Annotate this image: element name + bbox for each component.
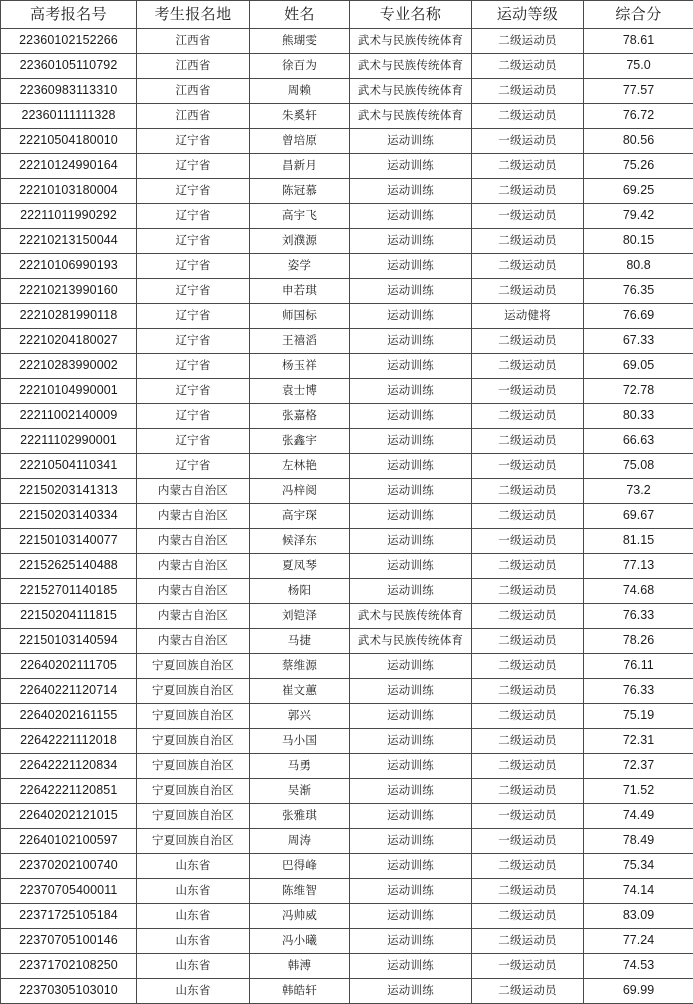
cell-level: 二级运动员: [472, 704, 584, 729]
table-row: [1, 554, 693, 579]
table-row: [1, 754, 693, 779]
cell-major: 运动训练: [350, 179, 472, 204]
cell-level: 二级运动员: [472, 729, 584, 754]
cell-name: 昌新月: [250, 154, 350, 179]
cell-major: 运动训练: [350, 779, 472, 804]
cell-region: 辽宁省: [137, 254, 250, 279]
cell-exam-no: 22642221120834: [1, 754, 137, 779]
cell-score: 83.09: [584, 904, 693, 929]
cell-name: 熊瑚雯: [250, 29, 350, 54]
cell-score: 80.33: [584, 404, 693, 429]
cell-name: 申若琪: [250, 279, 350, 304]
cell-exam-no: 22152625140488: [1, 554, 137, 579]
cell-level: 一级运动员: [472, 529, 584, 554]
cell-level: 二级运动员: [472, 79, 584, 104]
cell-major: 运动训练: [350, 904, 472, 929]
cell-region: 辽宁省: [137, 204, 250, 229]
table-row: [1, 704, 693, 729]
cell-level: 二级运动员: [472, 679, 584, 704]
cell-name: 姿学: [250, 254, 350, 279]
column-header-exam-no: 高考报名号: [1, 1, 137, 29]
cell-major: 运动训练: [350, 554, 472, 579]
cell-score: 80.8: [584, 254, 693, 279]
cell-score: 78.61: [584, 29, 693, 54]
cell-region: 山东省: [137, 879, 250, 904]
cell-score: 76.69: [584, 304, 693, 329]
cell-name: 冯小曦: [250, 929, 350, 954]
cell-exam-no: 22640202121015: [1, 804, 137, 829]
cell-score: 78.49: [584, 829, 693, 854]
cell-score: 72.37: [584, 754, 693, 779]
cell-name: 周涛: [250, 829, 350, 854]
table-row: [1, 154, 693, 179]
cell-score: 69.67: [584, 504, 693, 529]
cell-exam-no: 22640202161155: [1, 704, 137, 729]
cell-major: 运动训练: [350, 579, 472, 604]
cell-score: 74.53: [584, 954, 693, 979]
cell-exam-no: 22360102152266: [1, 29, 137, 54]
table-header: [1, 1, 693, 29]
cell-score: 72.31: [584, 729, 693, 754]
cell-major: 运动训练: [350, 379, 472, 404]
cell-score: 77.57: [584, 79, 693, 104]
cell-level: 二级运动员: [472, 29, 584, 54]
cell-level: 二级运动员: [472, 154, 584, 179]
column-header-major: 专业名称: [350, 1, 472, 29]
table-row: [1, 804, 693, 829]
cell-region: 辽宁省: [137, 279, 250, 304]
cell-score: 76.35: [584, 279, 693, 304]
cell-region: 宁夏回族自治区: [137, 654, 250, 679]
cell-score: 69.99: [584, 979, 693, 1004]
cell-region: 宁夏回族自治区: [137, 829, 250, 854]
table-row: [1, 829, 693, 854]
cell-level: 二级运动员: [472, 354, 584, 379]
table-row: [1, 654, 693, 679]
cell-major: 运动训练: [350, 804, 472, 829]
cell-name: 曾培原: [250, 129, 350, 154]
cell-major: 运动训练: [350, 929, 472, 954]
cell-name: 蔡维源: [250, 654, 350, 679]
cell-region: 辽宁省: [137, 329, 250, 354]
cell-region: 内蒙古自治区: [137, 504, 250, 529]
cell-major: 运动训练: [350, 454, 472, 479]
cell-exam-no: 22211011990292: [1, 204, 137, 229]
column-header-name: 姓名: [250, 1, 350, 29]
cell-exam-no: 22642221112018: [1, 729, 137, 754]
table-row: [1, 729, 693, 754]
cell-score: 77.24: [584, 929, 693, 954]
cell-level: 二级运动员: [472, 229, 584, 254]
cell-level: 二级运动员: [472, 504, 584, 529]
cell-major: 运动训练: [350, 229, 472, 254]
cell-region: 山东省: [137, 979, 250, 1004]
cell-exam-no: 22360111111328: [1, 104, 137, 129]
cell-major: 运动训练: [350, 879, 472, 904]
cell-score: 78.26: [584, 629, 693, 654]
table-row: [1, 629, 693, 654]
cell-score: 75.0: [584, 54, 693, 79]
cell-level: 二级运动员: [472, 254, 584, 279]
cell-exam-no: 22360105110792: [1, 54, 137, 79]
cell-name: 冯帅威: [250, 904, 350, 929]
cell-major: 运动训练: [350, 304, 472, 329]
cell-exam-no: 22640221120714: [1, 679, 137, 704]
cell-name: 韩溥: [250, 954, 350, 979]
cell-name: 夏凤琴: [250, 554, 350, 579]
cell-level: 二级运动员: [472, 579, 584, 604]
cell-name: 朱奚轩: [250, 104, 350, 129]
cell-major: 运动训练: [350, 854, 472, 879]
column-header-region: 考生报名地: [137, 1, 250, 29]
cell-major: 运动训练: [350, 979, 472, 1004]
cell-region: 江西省: [137, 29, 250, 54]
cell-region: 江西省: [137, 79, 250, 104]
cell-name: 陈维智: [250, 879, 350, 904]
cell-level: 二级运动员: [472, 179, 584, 204]
table-row: [1, 354, 693, 379]
cell-name: 巴得峰: [250, 854, 350, 879]
cell-exam-no: 22211102990001: [1, 429, 137, 454]
table-row: [1, 329, 693, 354]
cell-name: 马小国: [250, 729, 350, 754]
table-row: [1, 129, 693, 154]
cell-region: 山东省: [137, 954, 250, 979]
cell-exam-no: 22150103140594: [1, 629, 137, 654]
cell-name: 左林艳: [250, 454, 350, 479]
cell-exam-no: 22210281990118: [1, 304, 137, 329]
column-header-score: 综合分: [584, 1, 693, 29]
cell-name: 杨玉祥: [250, 354, 350, 379]
table-row: [1, 304, 693, 329]
cell-exam-no: 22150204111815: [1, 604, 137, 629]
cell-score: 76.33: [584, 679, 693, 704]
cell-exam-no: 22150103140077: [1, 529, 137, 554]
cell-name: 周赖: [250, 79, 350, 104]
cell-major: 运动训练: [350, 279, 472, 304]
cell-level: 二级运动员: [472, 404, 584, 429]
cell-level: 二级运动员: [472, 854, 584, 879]
cell-region: 辽宁省: [137, 429, 250, 454]
table-row: [1, 979, 693, 1004]
table-row: [1, 429, 693, 454]
cell-level: 二级运动员: [472, 329, 584, 354]
cell-region: 内蒙古自治区: [137, 629, 250, 654]
cell-level: 一级运动员: [472, 829, 584, 854]
cell-name: 师国标: [250, 304, 350, 329]
cell-name: 陈冠慕: [250, 179, 350, 204]
cell-exam-no: 22150203141313: [1, 479, 137, 504]
cell-major: 运动训练: [350, 354, 472, 379]
cell-name: 徐百为: [250, 54, 350, 79]
cell-major: 运动训练: [350, 504, 472, 529]
cell-exam-no: 22210213990160: [1, 279, 137, 304]
cell-level: 二级运动员: [472, 779, 584, 804]
cell-major: 武术与民族传统体育: [350, 629, 472, 654]
table-row: [1, 204, 693, 229]
table-row: [1, 254, 693, 279]
cell-exam-no: 22152701140185: [1, 579, 137, 604]
cell-score: 72.78: [584, 379, 693, 404]
cell-level: 二级运动员: [472, 629, 584, 654]
cell-level: 二级运动员: [472, 604, 584, 629]
cell-level: 二级运动员: [472, 654, 584, 679]
cell-exam-no: 22210283990002: [1, 354, 137, 379]
cell-major: 武术与民族传统体育: [350, 604, 472, 629]
table-row: [1, 504, 693, 529]
cell-score: 67.33: [584, 329, 693, 354]
cell-major: 运动训练: [350, 429, 472, 454]
cell-level: 二级运动员: [472, 754, 584, 779]
cell-exam-no: 22370305103010: [1, 979, 137, 1004]
cell-name: 杨阳: [250, 579, 350, 604]
cell-name: 王禧滔: [250, 329, 350, 354]
cell-region: 辽宁省: [137, 304, 250, 329]
cell-score: 75.19: [584, 704, 693, 729]
table-row: [1, 604, 693, 629]
cell-region: 山东省: [137, 854, 250, 879]
cell-level: 一级运动员: [472, 804, 584, 829]
cell-score: 80.15: [584, 229, 693, 254]
table-row: [1, 679, 693, 704]
cell-region: 宁夏回族自治区: [137, 679, 250, 704]
cell-level: 二级运动员: [472, 554, 584, 579]
cell-exam-no: 22210124990164: [1, 154, 137, 179]
table-body: [1, 29, 693, 1004]
cell-level: 二级运动员: [472, 479, 584, 504]
cell-major: 运动训练: [350, 154, 472, 179]
cell-name: 郭兴: [250, 704, 350, 729]
cell-major: 运动训练: [350, 829, 472, 854]
table-row: [1, 529, 693, 554]
column-header-level: 运动等级: [472, 1, 584, 29]
cell-major: 运动训练: [350, 204, 472, 229]
cell-exam-no: 22370202100740: [1, 854, 137, 879]
cell-score: 75.08: [584, 454, 693, 479]
cell-exam-no: 22210204180027: [1, 329, 137, 354]
cell-major: 运动训练: [350, 479, 472, 504]
cell-exam-no: 22371702108250: [1, 954, 137, 979]
cell-score: 80.56: [584, 129, 693, 154]
table-row: [1, 54, 693, 79]
cell-score: 66.63: [584, 429, 693, 454]
cell-name: 马捷: [250, 629, 350, 654]
cell-exam-no: 22210504110341: [1, 454, 137, 479]
cell-score: 74.49: [584, 804, 693, 829]
cell-name: 袁士博: [250, 379, 350, 404]
cell-score: 75.34: [584, 854, 693, 879]
cell-name: 高宇飞: [250, 204, 350, 229]
table-row: [1, 179, 693, 204]
cell-region: 辽宁省: [137, 229, 250, 254]
cell-region: 宁夏回族自治区: [137, 779, 250, 804]
cell-name: 张雅琪: [250, 804, 350, 829]
cell-level: 二级运动员: [472, 104, 584, 129]
table-row: [1, 79, 693, 104]
cell-region: 辽宁省: [137, 379, 250, 404]
cell-level: 一级运动员: [472, 379, 584, 404]
table-row: [1, 454, 693, 479]
cell-exam-no: 22211002140009: [1, 404, 137, 429]
cell-major: 武术与民族传统体育: [350, 104, 472, 129]
cell-region: 辽宁省: [137, 129, 250, 154]
cell-exam-no: 22640102100597: [1, 829, 137, 854]
cell-score: 75.26: [584, 154, 693, 179]
cell-region: 内蒙古自治区: [137, 479, 250, 504]
cell-major: 运动训练: [350, 129, 472, 154]
cell-region: 山东省: [137, 904, 250, 929]
cell-exam-no: 22360983113310: [1, 79, 137, 104]
cell-region: 江西省: [137, 104, 250, 129]
table-row: [1, 229, 693, 254]
cell-region: 宁夏回族自治区: [137, 804, 250, 829]
cell-score: 73.2: [584, 479, 693, 504]
cell-score: 76.33: [584, 604, 693, 629]
cell-region: 江西省: [137, 54, 250, 79]
cell-region: 内蒙古自治区: [137, 604, 250, 629]
cell-major: 运动训练: [350, 529, 472, 554]
cell-region: 辽宁省: [137, 404, 250, 429]
cell-level: 一级运动员: [472, 204, 584, 229]
table-row: [1, 779, 693, 804]
cell-name: 刘铠泽: [250, 604, 350, 629]
table-row: [1, 29, 693, 54]
cell-region: 内蒙古自治区: [137, 529, 250, 554]
cell-major: 运动训练: [350, 329, 472, 354]
cell-exam-no: 22210213150044: [1, 229, 137, 254]
cell-name: 候泽东: [250, 529, 350, 554]
cell-region: 宁夏回族自治区: [137, 754, 250, 779]
cell-region: 山东省: [137, 929, 250, 954]
cell-score: 69.05: [584, 354, 693, 379]
cell-major: 运动训练: [350, 754, 472, 779]
cell-level: 一级运动员: [472, 954, 584, 979]
cell-score: 74.14: [584, 879, 693, 904]
cell-score: 81.15: [584, 529, 693, 554]
cell-level: 二级运动员: [472, 879, 584, 904]
table-row: [1, 404, 693, 429]
cell-name: 马勇: [250, 754, 350, 779]
cell-exam-no: 22642221120851: [1, 779, 137, 804]
cell-exam-no: 22210106990193: [1, 254, 137, 279]
cell-major: 武术与民族传统体育: [350, 29, 472, 54]
cell-major: 武术与民族传统体育: [350, 54, 472, 79]
cell-major: 运动训练: [350, 729, 472, 754]
cell-region: 宁夏回族自治区: [137, 729, 250, 754]
cell-score: 76.11: [584, 654, 693, 679]
cell-score: 79.42: [584, 204, 693, 229]
cell-exam-no: 22210504180010: [1, 129, 137, 154]
cell-region: 宁夏回族自治区: [137, 704, 250, 729]
cell-exam-no: 22210103180004: [1, 179, 137, 204]
cell-level: 运动健将: [472, 304, 584, 329]
cell-level: 二级运动员: [472, 54, 584, 79]
cell-region: 辽宁省: [137, 454, 250, 479]
cell-major: 武术与民族传统体育: [350, 79, 472, 104]
table-row: [1, 479, 693, 504]
cell-exam-no: 22210104990001: [1, 379, 137, 404]
cell-name: 高宇琛: [250, 504, 350, 529]
cell-region: 内蒙古自治区: [137, 579, 250, 604]
cell-score: 76.72: [584, 104, 693, 129]
cell-level: 二级运动员: [472, 904, 584, 929]
table-row: [1, 904, 693, 929]
cell-exam-no: 22640202111705: [1, 654, 137, 679]
cell-name: 张嘉格: [250, 404, 350, 429]
cell-level: 二级运动员: [472, 979, 584, 1004]
cell-exam-no: 22150203140334: [1, 504, 137, 529]
cell-name: 韩皓轩: [250, 979, 350, 1004]
table-header-row: [1, 1, 693, 29]
cell-exam-no: 22370705400011: [1, 879, 137, 904]
cell-level: 一级运动员: [472, 129, 584, 154]
cell-region: 辽宁省: [137, 354, 250, 379]
table-row: [1, 579, 693, 604]
table-row: [1, 379, 693, 404]
cell-level: 一级运动员: [472, 454, 584, 479]
table-row: [1, 929, 693, 954]
cell-major: 运动训练: [350, 954, 472, 979]
cell-major: 运动训练: [350, 254, 472, 279]
cell-name: 张鑫宇: [250, 429, 350, 454]
cell-exam-no: 22371725105184: [1, 904, 137, 929]
cell-exam-no: 22370705100146: [1, 929, 137, 954]
cell-name: 吴渐: [250, 779, 350, 804]
cell-name: 崔文蕙: [250, 679, 350, 704]
cell-major: 运动训练: [350, 679, 472, 704]
cell-major: 运动训练: [350, 704, 472, 729]
cell-region: 内蒙古自治区: [137, 554, 250, 579]
cell-score: 77.13: [584, 554, 693, 579]
cell-score: 74.68: [584, 579, 693, 604]
cell-region: 辽宁省: [137, 179, 250, 204]
cell-major: 运动训练: [350, 404, 472, 429]
cell-name: 刘濮源: [250, 229, 350, 254]
table-row: [1, 954, 693, 979]
cell-score: 71.52: [584, 779, 693, 804]
table-row: [1, 279, 693, 304]
cell-level: 二级运动员: [472, 429, 584, 454]
cell-region: 辽宁省: [137, 154, 250, 179]
cell-name: 冯梓阅: [250, 479, 350, 504]
cell-level: 二级运动员: [472, 279, 584, 304]
cell-level: 二级运动员: [472, 929, 584, 954]
table-row: [1, 854, 693, 879]
cell-score: 69.25: [584, 179, 693, 204]
table-row: [1, 879, 693, 904]
cell-major: 运动训练: [350, 654, 472, 679]
table-row: [1, 104, 693, 129]
